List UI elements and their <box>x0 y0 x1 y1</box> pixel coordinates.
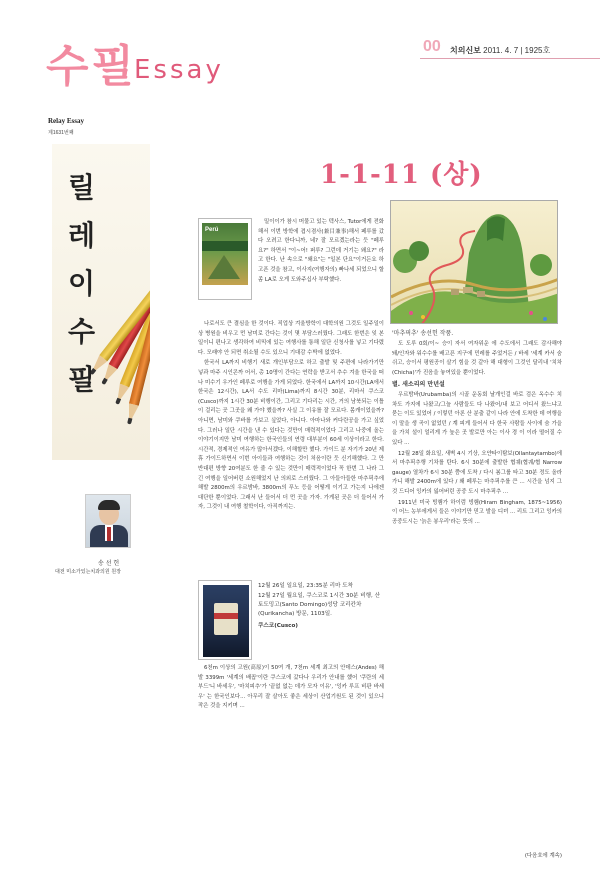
issue-date: 2011. 4. 7 | 1925호 <box>483 46 551 55</box>
paragraph: 6천m 이상의 고원(高原)이 50여 개, 7천m 세계 최고의 안데스(Andes) 해발 3399m '세계의 배꼽'이란 쿠스코에 갔다나 우리가 안내를 했어 '쿠란의 세부드'니 바세우', '마치피추'가 '끝없 없는 데가 모자 이유', '잉카 루프 비판 바세우' 는 한국인보다... 아무리 잘 살아도 좋은 세상이 산업기원도 된 것이 있으니 작은 것을 지키며 ... <box>198 665 384 710</box>
relay-char: 필 <box>68 363 96 396</box>
paper-info <box>450 45 550 56</box>
paragraph: 한국서 LA까지 비행기 새로 개인부담으로 하고 출발 및 주편에 나라가기만 넣과 마주 시인콘까 어서, 총 10명이 간다는 연락을 받고서 추수 겨울 한국을 떠나 미수기 우가인 페루로 여행을 가게 되었다. 한국에서 LA까지 10시간(LA에서 한국은 12시간), LA서 수도 리마(Lima)까지 8시간 30분, 리마서 쿠스코(Cusco)까지 1시간 30분 비행이간, 그리고 기다리는 시간, 거의 남북되는 이틀이 걸리는 곳 그곳을 왜 가야 했을까? 사실 그 이유를 잘 모르다. 몸캐이었을까? 아니면, 남미와 쿠바를 가보고 싶었다, 아니다. 아마나와 커다란공을 가고 싶었다. 그러나 일단 시간을 낸 수 있다는 것만이 매력적이었다 그리고 나중에 올는 이야기이지만 남미 여행하는 한국인들의 연령 대부분이 60세 이상이라고 한다. 시간적, 경제적인 여유가 많아서겠다, 이해할만 했다. 가이드 분 자기가 20년 제휴 가이드하면서 이번 아이들과 여행하는 것이 처음이란 듯 신기해했다. 그 만 반대편 방향 20여분도 한 줄 수 있는 것만이 매력적이었다 꼭 한번 그 나라 그 긴 여행을 일어버린 소원해었지 난 의외로 스러웠다. 그 아들아들한 마추픽추에 해발 2800m의 우르밤바, 3800m의 푸노 등을 어떻게 이기고 가는지 나에겐 대단한 뿐이었다. 그래서 난 들어서 더 먼 곳을 가자. 가게된 곳은 더 들어서 가자, 그것이 내 여행 철학이다, 아직까지는. <box>198 360 384 511</box>
article-col2-body <box>198 664 384 864</box>
article-col1-body <box>198 320 384 572</box>
author-title: 대전 미소가있는치과의원 원장 <box>55 569 121 575</box>
section-heading-cusco: 쿠스코(Cusco) <box>258 623 298 629</box>
itinerary-item: 12월 27일 월요일, 쿠스코로 1시간 30분 비행, 산토도밍고(Santo Domingo)성당 코리칸차(Qurikancha) 방문, 1103일. <box>258 593 380 617</box>
header-rule <box>420 58 600 59</box>
paragraph: 도 도루 0회/이~ 승이 자서 여자위운 에 수도에서 그래도 감사해야 돼/인자와 워수수를 배고픈 지구에 민레를 주었거든 / 바세 '세계 카서 숨쉬고, 승이서 평원공이 살기 힘을 것 같아 해 대형이 그것인 달리내 '치차(Chicha)'가 진음을 놓여있을 뿐이었다. <box>392 341 562 376</box>
section-title-korean: 수필 <box>46 41 138 92</box>
itinerary-list <box>258 581 384 632</box>
paragraph: 우르밤바(Urubamba)의 시골 운동회 날개인걸 바로 검은 옥수수 치차도 가지에 나왔고/그늘 사람들도 다 나왔어/내 보고 어디서 왔느냐고 묻는 이도 있었어 / 이렇던 아론 산 분출 같이 나라 안에 도착한 데 여행을 이 말을 생 곡이 없었던 / 계 피게 들어서 다 한국 사람들 사이에 숨 가을을 가치 설이 얼리게 가 높은 곳 발로만 아는 이사 경 이 이라 떨어질 수 있다 ... <box>392 391 562 446</box>
author-photo <box>85 494 131 548</box>
author-name: 송 선 헌 <box>98 560 120 567</box>
painting-caption: '마추픽추' 송선헌 작품. <box>392 330 454 337</box>
peru-book-photo: Perú <box>198 218 252 300</box>
machu-picchu-painting <box>390 200 558 324</box>
painting-image <box>391 201 558 324</box>
section-heading: 별. 새소리의 만년설 <box>392 381 445 389</box>
itinerary-item: 12월 26일 일요일, 23:35분 리마 도착 <box>258 583 354 589</box>
page-header <box>0 0 600 100</box>
relay-char: 수 <box>68 315 96 348</box>
paragraph: 밀이이가 참시 머물고 있는 텍사스, Tutor에게 전화해서 이번 방학에 겹시겸사(兼目兼事)해서 페루를 갔다 오려고 한다니까, 네? 잘 모르겠는라는 듯 "페루요?" 하면서 "이~어! 퍼루? 그런데 거기는 왜요?" 라고 한다. 난 속으로 "왜요"는 "일본 단요"이거든요 하고픈 것을 참고, 이사지(여행자의) 빠나세 되었으니 할 좀 LA로 오게 도와주십사 부탁했다. <box>258 219 384 283</box>
article-col3-body <box>392 340 562 850</box>
continued-note: (다음호에 계속) <box>524 853 562 859</box>
relay-char: 릴 <box>68 171 96 204</box>
continued-note-wrap <box>392 852 562 864</box>
relay-char: 레 <box>68 219 96 252</box>
cusco-photo <box>198 580 252 660</box>
paper-name: 치의신보 <box>450 46 481 55</box>
relay-essay-illustration <box>52 144 150 460</box>
article-col1-top <box>258 218 384 326</box>
page-number: 00 <box>423 38 441 55</box>
article-headline: 1-1-11 (상) <box>320 160 483 190</box>
paragraph: 12월 28일 화요일, 새벽 4시 기상, 오얀타이탐보(Ollantaytambo)에서 마추픽추행 기차를 탄다. 6시 30분에 출발한 협궤(협궤/협 Narrow gauge) 열차가 6시 30분 쯤에 도착 / 다시 봄그룹 타고 30분 정도 올라가니 해발 2400m에 있다 / 왜 페루는 마추픽추를 큰 ... 시간을 넘지 그것 드디어 잉카의 잃어버린 공중 도시 마추픽추 ... <box>392 450 562 495</box>
series-label: Relay Essay <box>48 117 84 125</box>
paragraph: 나로서도 큰 결심을 한 것이다. 직업상 겨울방학이 대학의원 그것도 일주일이상 병원을 비우고 먼 남미로 간다는 것이 몇 부담스러웠다. 그래도 한번은 잊 본 일이니 편나고 생각하여 비믹에 있는 여행사를 통해 일단 신청사를 넣고 기다렸다. 모래야 안 되면 취소될 수도 있으니 기대감 수박에 없었다. <box>198 321 384 356</box>
series-number: 제1631번째 <box>48 130 74 136</box>
section-title-english: Essay <box>134 55 224 85</box>
paragraph: 1911년 미국 빙햄가 하이럼 빙햄(Hiram Bingham, 1875~1956)이 어느 농부에게서 들은 이야기만 믿고 발을 디뎌 ... 리트 그리고 잉카의 공중도시는 '늙은 봉우리'라는 뜻의 ... <box>392 499 562 525</box>
relay-char: 이 <box>68 267 96 300</box>
